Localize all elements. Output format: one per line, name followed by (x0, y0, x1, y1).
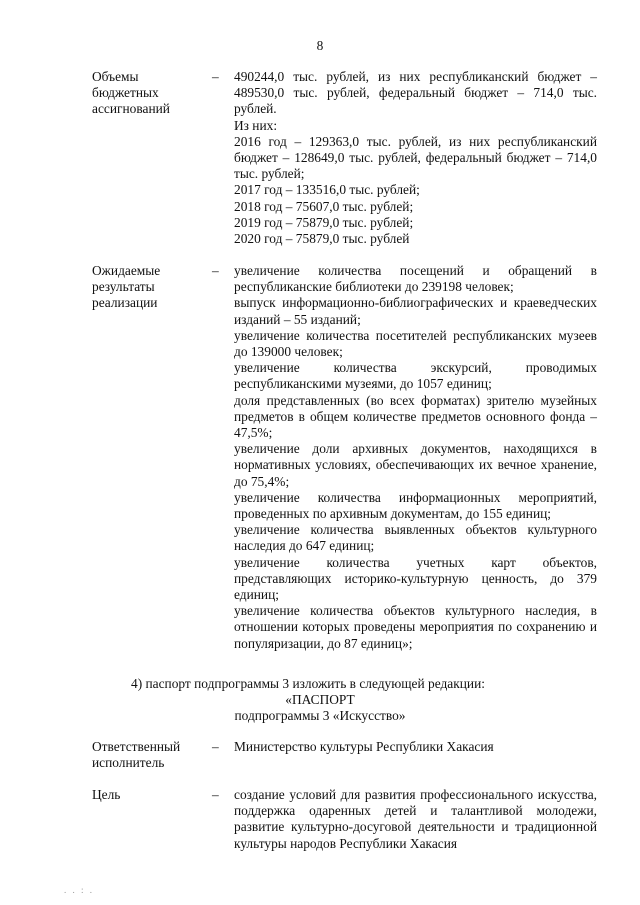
results-label-line: результаты (92, 279, 155, 295)
result-item: доля представленных (во всех форматах) зрителю музейных предметов в общем количестве предметов основного фонда – 47,5%; (234, 392, 597, 441)
goal-label: Цель (92, 787, 121, 802)
passport-subheading: подпрограммы 3 «Искусство» (234, 708, 406, 723)
scan-artifact: . . : . (64, 885, 95, 895)
result-item: выпуск информационно-библиографических и краеведческих изданий – 55 изданий; (234, 295, 597, 327)
executor-label (92, 739, 204, 771)
results-label-line: реализации (92, 295, 158, 311)
result-item: увеличение количества выявленных объектов культурного наследия до 647 единиц; (234, 522, 597, 554)
budget-label-line: бюджетных (92, 85, 159, 101)
result-item: увеличение количества учетных карт объектов, представляющих историко-культурную ценность, до 379 единиц; (234, 554, 597, 603)
budget-content (234, 69, 597, 247)
result-item: увеличение количества экскурсий, проводимых республиканскими музеями, до 1057 единиц; (234, 360, 597, 392)
results-dash: – (212, 263, 219, 278)
budget-year-2019: 2019 год – 75879,0 тыс. рублей; (234, 214, 414, 230)
result-item: увеличение количества посетителей республиканских музеев до 139000 человек; (234, 327, 597, 360)
goal-text: создание условий для развития профессионального искусства, поддержка одаренных детей и талантливой молодежи, развитие культурно-досуговой деятельности и традиционной культуры народов Республики Хакасия (234, 787, 597, 851)
executor-dash: – (212, 739, 219, 754)
budget-total: 490244,0 тыс. рублей, из них республиканский бюджет – 489530,0 тыс. рублей, федеральный бюджет – 714,0 тыс. рублей. (234, 69, 597, 117)
budget-year-2018: 2018 год – 75607,0 тыс. рублей; (234, 198, 414, 214)
executor-label-line: исполнитель (92, 755, 165, 771)
results-content (234, 263, 597, 652)
budget-label-line: ассигнований (92, 101, 170, 117)
results-label-line: Ожидаемые (92, 263, 161, 278)
amendment-intro: 4) паспорт подпрограммы 3 изложить в следующей редакции: (131, 676, 485, 691)
goal-dash: – (212, 787, 219, 802)
executor-label-line: Ответственный (92, 739, 181, 754)
budget-label-line: Объемы (92, 69, 139, 84)
budget-year-2017: 2017 год – 133516,0 тыс. рублей; (234, 182, 420, 198)
results-label (92, 263, 204, 312)
result-item: увеличение количества объектов культурного наследия, в отношении которых проведены мероприятия по сохранению и популяризации, до 87 единиц»; (234, 603, 597, 651)
budget-year-2016: 2016 год – 129363,0 тыс. рублей, из них республиканский бюджет – 128649,0 тыс. рублей, федеральный бюджет – 714,0 тыс. рублей; (234, 133, 597, 182)
budget-label (92, 69, 204, 118)
result-item: увеличение доли архивных документов, находящихся в нормативных условиях, обеспечивающих их вечное хранение, до 75,4%; (234, 441, 597, 489)
budget-year-2020: 2020 год – 75879,0 тыс. рублей (234, 231, 410, 247)
result-item: увеличение количества посещений и обращений в республиканские библиотеки до 239198 человек; (234, 263, 597, 295)
result-item: увеличение количества информационных мероприятий, проведенных по архивным документам, до 155 единиц; (234, 489, 597, 522)
goal-value (234, 787, 597, 852)
budget-dash: – (212, 69, 219, 84)
passport-heading: «ПАСПОРТ (285, 692, 355, 707)
executor-value: Министерство культуры Республики Хакасия (234, 739, 494, 754)
budget-breakdown-heading: Из них: (234, 117, 278, 133)
page-number: 8 (316, 38, 324, 53)
